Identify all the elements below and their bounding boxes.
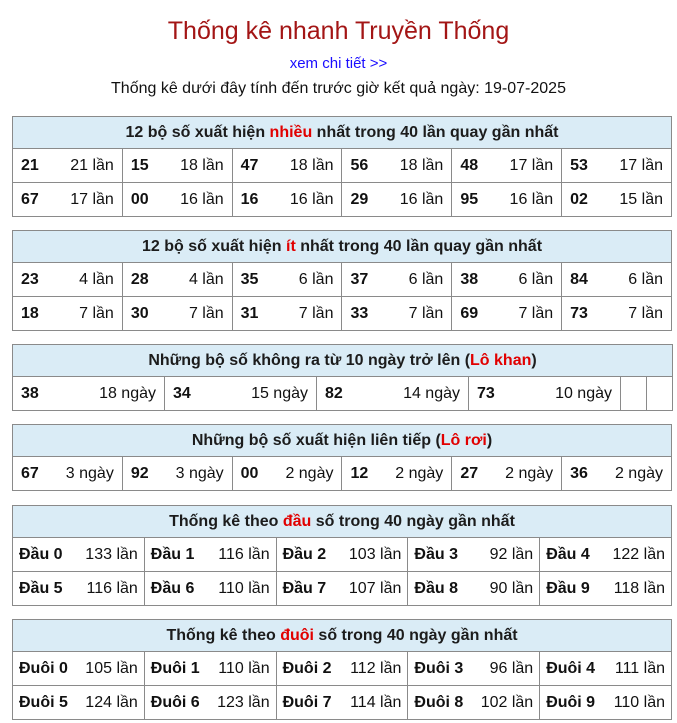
stat-cell: 36 2 ngày: [562, 457, 672, 491]
stat-cell: 69 7 lần: [452, 297, 562, 331]
stat-cell: 56 18 lần: [342, 149, 452, 183]
stat-cell: Đầu 8 90 lần: [408, 572, 540, 606]
stat-cell: Đầu 6 110 lần: [144, 572, 276, 606]
lo-roi-header: Những bộ số xuất hiện liên tiếp (Lô rơi): [13, 425, 672, 457]
table-row: [13, 457, 672, 491]
stat-cell: Đầu 9 118 lần: [540, 572, 672, 606]
stat-cell: Đầu 1 116 lần: [144, 538, 276, 572]
stat-cell: 38 18 ngày: [13, 377, 165, 411]
stat-cell: 21 21 lần: [13, 149, 123, 183]
stat-cell: 00 16 lần: [122, 183, 232, 217]
most-frequent-table: [12, 116, 672, 217]
dau-header: Thống kê theo đầu số trong 40 ngày gần nhất: [13, 506, 672, 538]
stat-cell: 23 4 lần: [13, 263, 123, 297]
stat-cell: Đuôi 8 102 lần: [408, 686, 540, 720]
table-row: [13, 572, 672, 606]
stat-cell: 38 6 lần: [452, 263, 562, 297]
stat-cell: 31 7 lần: [232, 297, 342, 331]
stat-cell: 84 6 lần: [562, 263, 672, 297]
stat-cell: 73 10 ngày: [469, 377, 621, 411]
least-frequent-header: 12 bộ số xuất hiện ít nhất trong 40 lần quay gần nhất: [13, 231, 672, 263]
empty-cell: [647, 377, 673, 411]
stat-cell: 67 17 lần: [13, 183, 123, 217]
table-row: [13, 538, 672, 572]
stat-cell: 82 14 ngày: [317, 377, 469, 411]
stat-cell: 73 7 lần: [562, 297, 672, 331]
empty-cell: [621, 377, 647, 411]
table-row: [13, 183, 672, 217]
stat-cell: 33 7 lần: [342, 297, 452, 331]
stat-cell: 00 2 ngày: [232, 457, 342, 491]
stat-cell: Đuôi 3 96 lần: [408, 652, 540, 686]
stat-cell: 15 18 lần: [122, 149, 232, 183]
stat-cell: Đuôi 2 112 lần: [276, 652, 408, 686]
stat-cell: Đuôi 9 110 lần: [540, 686, 672, 720]
page-subtitle: Thống kê dưới đây tính đến trước giờ kết quả ngày: 19-07-2025: [111, 80, 566, 97]
table-row: [13, 377, 673, 411]
stat-cell: Đầu 7 107 lần: [276, 572, 408, 606]
stat-cell: 37 6 lần: [342, 263, 452, 297]
stat-cell: 48 17 lần: [452, 149, 562, 183]
stat-cell: Đuôi 7 114 lần: [276, 686, 408, 720]
stat-cell: 95 16 lần: [452, 183, 562, 217]
page-title: Thống kê nhanh Truyền Thống: [167, 17, 510, 45]
stat-cell: Đầu 0 133 lần: [13, 538, 145, 572]
stat-cell: 92 3 ngày: [122, 457, 232, 491]
duoi-header: Thống kê theo đuôi số trong 40 ngày gần nhất: [13, 620, 672, 652]
table-row: [13, 652, 672, 686]
duoi-table: [12, 619, 672, 720]
stat-cell: 53 17 lần: [562, 149, 672, 183]
stat-cell: Đầu 3 92 lần: [408, 538, 540, 572]
stat-cell: 28 4 lần: [122, 263, 232, 297]
stat-cell: Đuôi 5 124 lần: [13, 686, 145, 720]
stat-cell: Đuôi 6 123 lần: [144, 686, 276, 720]
lo-roi-table: [12, 424, 672, 491]
stat-cell: 34 15 ngày: [165, 377, 317, 411]
stat-cell: 29 16 lần: [342, 183, 452, 217]
stat-cell: 16 16 lần: [232, 183, 342, 217]
lo-khan-header: Những bộ số không ra từ 10 ngày trở lên (Lô khan): [13, 345, 673, 377]
table-row: [13, 686, 672, 720]
stat-cell: Đầu 2 103 lần: [276, 538, 408, 572]
stat-cell: 18 7 lần: [13, 297, 123, 331]
stat-cell: Đuôi 1 110 lần: [144, 652, 276, 686]
detail-link[interactable]: xem chi tiết >>: [289, 55, 388, 72]
stat-cell: Đuôi 4 111 lần: [540, 652, 672, 686]
table-row: [13, 297, 672, 331]
lo-khan-table: [12, 344, 673, 411]
stat-cell: 30 7 lần: [122, 297, 232, 331]
least-frequent-table: [12, 230, 672, 331]
stat-cell: 35 6 lần: [232, 263, 342, 297]
stat-cell: Đầu 4 122 lần: [540, 538, 672, 572]
stat-cell: 02 15 lần: [562, 183, 672, 217]
table-row: [13, 263, 672, 297]
most-frequent-header: 12 bộ số xuất hiện nhiều nhất trong 40 lần quay gần nhất: [13, 117, 672, 149]
dau-table: [12, 505, 672, 606]
stat-cell: 27 2 ngày: [452, 457, 562, 491]
stat-cell: 12 2 ngày: [342, 457, 452, 491]
stat-cell: 47 18 lần: [232, 149, 342, 183]
table-row: [13, 149, 672, 183]
stat-cell: 67 3 ngày: [13, 457, 123, 491]
stat-cell: Đuôi 0 105 lần: [13, 652, 145, 686]
stat-cell: Đầu 5 116 lần: [13, 572, 145, 606]
